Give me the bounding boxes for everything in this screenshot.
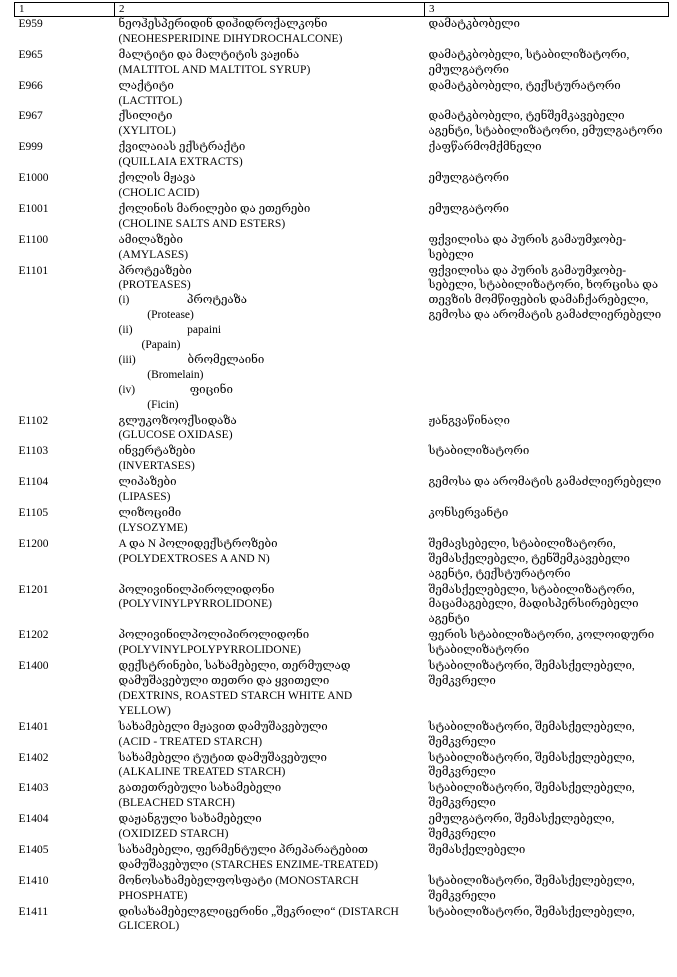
table-row [15, 171, 669, 202]
e-code-cell: E1202 [18, 629, 49, 642]
additive-name-cell: პოლივინილპიროლიდონი (POLYVINYLPYRROLIDONE) [118, 583, 275, 611]
table-body [15, 17, 669, 936]
function-cell: ფქვილისა და პურის გამაუმჯობე- სებელი, სტაბილიზატორი, ხორცისა და თევზის მომწიფების დამაჩქარებელი, გემოსა და არომატის გამაძლიერებელი [428, 264, 662, 322]
additive-name-cell: ლიპაზები (LIPASES) [118, 476, 177, 504]
e-code-cell: E966 [18, 79, 43, 92]
function-cell: დამატკბობელი, ტექსტურატორი [428, 79, 621, 92]
additives-table [14, 2, 669, 935]
additive-name-cell: სახამებელი, ფერმენტული პრეპარატებით დამუშავებული (STARCHES ENZIME-TREATED) [118, 843, 378, 871]
table-row [15, 659, 669, 720]
table-row [15, 537, 669, 583]
e-code-cell: E999 [18, 141, 43, 154]
function-cell: სტაბილიზატორი, შემასქელებელი, შემკვრელი [428, 874, 635, 902]
table-row [15, 233, 669, 264]
additive-name-cell: სახამებელი ტუტით დამუშავებული (ALKALINE TREATED STARCH) [118, 751, 327, 779]
table-row [15, 444, 669, 475]
additive-name-cell: მალტიტი და მალტიტის ვაჟინა (MALTITOL AND MALTITOL SYRUP) [118, 48, 311, 76]
function-cell: კონსერვანტი [428, 507, 509, 519]
table-row [15, 475, 669, 506]
additive-name-cell: პროტეაზები (PROTEASES) (i) პროტეაზა (Protease) (ii) papaini (Papain) (iii) ბრომელაინი (Bromelain) (iv) ფიცინი (Ficin) [118, 264, 265, 411]
function-cell: ქაფწარმომქმნელი [428, 141, 542, 154]
e-code-cell: E1103 [18, 445, 49, 458]
e-code-cell: E1000 [18, 172, 49, 185]
e-code-cell: E1403 [18, 782, 49, 795]
additive-name-cell: ლაქტიტი (LACTITOL) [118, 79, 183, 107]
additive-name-cell: ქვილაიას ექსტრაქტი (QUILLAIA EXTRACTS) [118, 141, 246, 169]
table-row [15, 720, 669, 751]
e-code-cell: E1105 [18, 507, 49, 519]
e-code-cell: E1402 [18, 751, 49, 764]
additive-name-cell: პოლივინილპოლიპიროლიდონი (POLYVINYLPOLYPYRROLIDONE) [118, 629, 310, 657]
table-row [15, 48, 669, 79]
additive-name-cell: ქოლინის მარილები და ეთერები (CHOLINE SALTS AND ESTERS) [118, 202, 311, 230]
e-code-cell: E1400 [18, 660, 49, 673]
additive-name-cell: ნეოჰესპერიდინ დიჰიდროქალკონი (NEOHESPERIDINE DIHYDROCHALCONE) [118, 18, 343, 45]
table-row [15, 812, 669, 843]
additive-name-cell: მონოსახამებელფოსფატი (MONOSTARCH PHOSPHATE) [118, 874, 359, 902]
additive-name-cell: გათეთრებული სახამებელი (BLEACHED STARCH) [118, 782, 282, 810]
table-row [15, 79, 669, 110]
additive-name-cell: ლიზოციმი (LYSOZYME) [118, 507, 188, 534]
function-cell: ჟანგვაწინაღი [428, 414, 510, 427]
function-cell: დამატკბობელი [428, 18, 520, 30]
e-code-cell: E1411 [18, 905, 49, 918]
table-row [15, 414, 669, 445]
additive-name-cell: დექსტრინები, სახამებელი, თერმულად დამუშავებული თეთრი და ყვითელი (DEXTRINS, ROASTED STARCH WHITE AND YELLOW) [118, 660, 353, 717]
additive-name-cell: სახამებელი მჟავით დამუშავებული (ACID - TREATED STARCH) [118, 720, 328, 748]
e-code-cell: E1200 [18, 537, 49, 550]
function-cell: ფერის სტაბილიზატორი, კოლოიდური სტაბილიზატორი [428, 629, 655, 657]
e-code-cell: E965 [18, 48, 43, 61]
function-cell: სტაბილიზატორი, შემასქელებელი, [428, 905, 635, 918]
header-col-3: 3 [425, 3, 669, 17]
e-code-cell: E1410 [18, 874, 49, 887]
function-cell: დამატკბობელი, ტენშემკავებელი აგენტი, სტაბილიზატორი, ემულგატორი [428, 110, 663, 138]
e-code-cell: E1101 [18, 264, 49, 277]
e-code-cell: E1100 [18, 233, 49, 246]
table-row [15, 583, 669, 629]
additive-name-cell: გლუკოზოოქსიდაზა (GLUCOSE OXIDASE) [118, 414, 237, 442]
table-row [15, 781, 669, 812]
additive-name-cell: ქოლის მჟავა (CHOLIC ACID) [118, 172, 200, 199]
table-row [15, 140, 669, 171]
function-cell: შემასქელებელი [428, 843, 526, 856]
table-row [15, 202, 669, 233]
table-row [15, 843, 669, 874]
header-col-2: 2 [115, 3, 425, 17]
table-row [15, 17, 669, 48]
table-row [15, 905, 669, 936]
table-row [15, 628, 669, 659]
e-code-cell: E1405 [18, 843, 49, 856]
additive-name-cell: A და N პოლიდექსტროზები (POLYDEXTROSES A AND N) [118, 537, 278, 565]
additive-name-cell: ამილაზები (AMYLASES) [118, 233, 189, 261]
e-code-cell: E1104 [18, 476, 49, 489]
function-cell: დამატკბობელი, სტაბილიზატორი, ემულგატორი [428, 48, 630, 76]
function-cell: ფქვილისა და პურის გამაუმჯობე- სებელი [428, 233, 627, 261]
additive-name-cell: დისახამებელგლიცერინი „შეკრილი“ (DISTARCH GLICEROL) [118, 905, 399, 933]
header-row [15, 3, 669, 17]
function-cell: სტაბილიზატორი, შემასქელებელი, შემკვრელი [428, 751, 635, 779]
function-cell: შემასქელებელი, სტაბილიზატორი, მაცამაგებელი, მადისპერსირებელი აგენტი [428, 583, 639, 626]
function-cell: სტაბილიზატორი, შემასქელებელი, შემკვრელი [428, 782, 635, 810]
additive-name-cell: ინვერტაზები (INVERTASES) [118, 445, 196, 473]
function-cell: გემოსა და არომატის გამაძლიერებელი [428, 476, 662, 489]
additive-name-cell: დაჟანგული სახამებელი (OXIDIZED STARCH) [118, 813, 262, 841]
table-row [15, 751, 669, 782]
function-cell: შემავსებელი, სტაბილიზატორი, შემასქელებელი, ტენშემკავებელი აგენტი, ტექსტურატორი [428, 537, 630, 580]
table-row [15, 506, 669, 537]
function-cell: ემულგატორი, შემასქელებელი, შემკვრელი [428, 813, 615, 841]
table-row [15, 109, 669, 140]
e-code-cell: E967 [18, 110, 43, 123]
function-cell: სტაბილიზატორი, შემასქელებელი, შემკვრელი [428, 660, 635, 687]
e-code-cell: E1001 [18, 202, 49, 215]
table-row [15, 264, 669, 414]
function-cell: სტაბილიზატორი [428, 445, 530, 458]
e-code-cell: E1201 [18, 583, 49, 596]
function-cell: ემულგატორი [428, 172, 509, 185]
header-col-1: 1 [15, 3, 115, 17]
additive-name-cell: ქსილიტი (XYLITOL) [118, 110, 176, 138]
function-cell: სტაბილიზატორი, შემასქელებელი, შემკვრელი [428, 720, 635, 748]
e-code-cell: E959 [18, 18, 43, 30]
table-row [15, 874, 669, 905]
function-cell: ემულგატორი [428, 202, 509, 215]
e-code-cell: E1401 [18, 720, 49, 733]
e-code-cell: E1404 [18, 813, 49, 826]
e-code-cell: E1102 [18, 414, 49, 427]
